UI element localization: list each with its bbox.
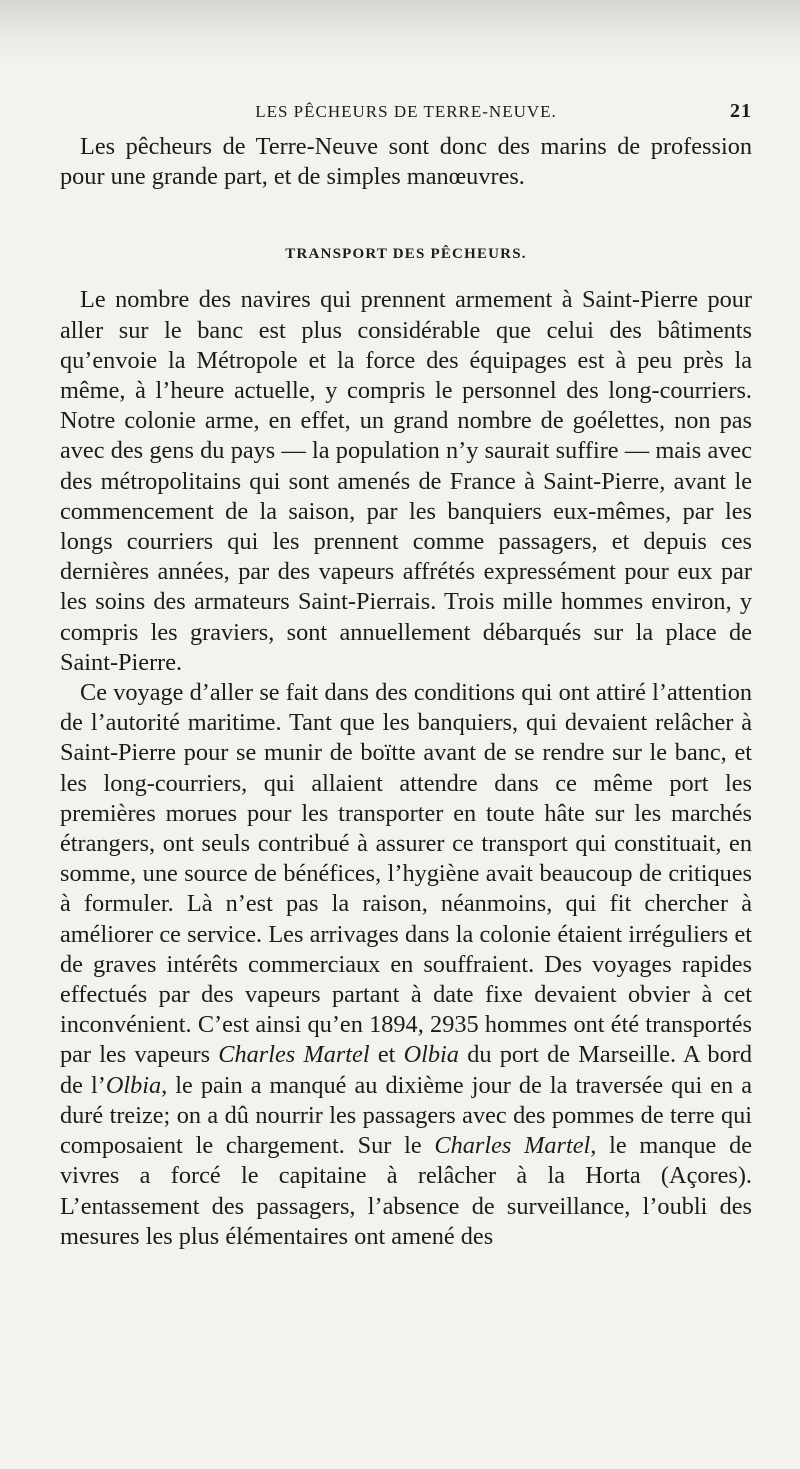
scan-shadow (0, 0, 800, 70)
intro-paragraph: Les pêcheurs de Terre-Neuve sont donc des marins de profession pour une grande part, et de simples manœuvres. (60, 133, 752, 191)
page-number: 21 (730, 100, 752, 122)
conjunction-et: et (377, 1041, 396, 1069)
running-title: LES PÊCHEURS DE TERRE-NEUVE. (255, 102, 557, 121)
paragraph-2-text-d: le manque de vivres a forcé le capitaine à relâcher à la Horta (Açores). L’entassement des passagers, l’absence de surveillance, l’oubli des mesures les plus élémentaires ont amené des (60, 1132, 752, 1250)
paragraph-2-text-a: Ce voyage d’aller se fait dans des conditions qui ont attiré l’attention de l’autorité maritime. Tant que les banquiers, qui devaient relâcher à Saint-Pierre pour se munir de boïtte avant de se rendre sur le banc, et les long-courriers, qui allaient attendre dans ce même port les premières morues pour les transporter en toute hâte sur les marchés étrangers, ont seuls contribué à assurer ce transport qui constituait, en somme, une source de bénéfices, l’hygiène avait beaucoup de critiques à formuler. Là n’est pas la raison, néanmoins, qui fit chercher à améliorer ce service. Les arrivages dans la colonie étaient irréguliers et de graves intérêts commerciaux en souffraient. Des voyages rapides effectués par des vapeurs partant à date fixe devaient obvier à cet inconvénient. C’est ainsi qu’en 1894, 2935 hommes ont été transportés par les vapeurs (60, 679, 752, 1069)
running-head (60, 98, 752, 132)
paragraph-2-text-c: le pain a manqué au dixième jour de la traversée qui en a duré treize; on a dû nourrir les passagers avec des pommes de terre qui composaient le chargement. Sur le (60, 1071, 752, 1160)
ship-name-charles-martel: Charles Martel (218, 1041, 370, 1069)
paragraph-1: Le nombre des navires qui prennent armement à Saint-Pierre pour aller sur le banc est plus considérable que celui des bâtiments qu’envoie la Métropole et la force des équipages est à peu près la même, à l’heure actuelle, y compris le personnel des long-courriers. Notre colonie arme, en effet, un grand nombre de goélettes, non pas avec des gens du pays — la population n’y saurait suffire — mais avec des métropolitains qui sont amenés de France à Saint-Pierre, avant le commencement de la saison, par les banquiers eux-mêmes, par les longs courriers qui les prennent comme passagers, et depuis ces dernières années, par des vapeurs affrétés expressément pour eux par les soins des armateurs Saint-Pierrais. Trois mille hommes environ, y compris les graviers, sont annuellement débarqués sur la place de Saint-Pierre. (60, 286, 752, 676)
book-page (60, 98, 752, 1252)
paragraph-2 (60, 678, 752, 1252)
ship-name-charles-martel-2: Charles Martel, (434, 1132, 597, 1160)
section-title: TRANSPORT DES PÊCHEURS. (285, 246, 527, 263)
paragraph-2-text-b: du port de Marseille. A bord de l’ (60, 1041, 752, 1099)
ship-name-olbia-2: Olbia, (105, 1071, 168, 1099)
ship-name-olbia: Olbia (403, 1041, 459, 1069)
